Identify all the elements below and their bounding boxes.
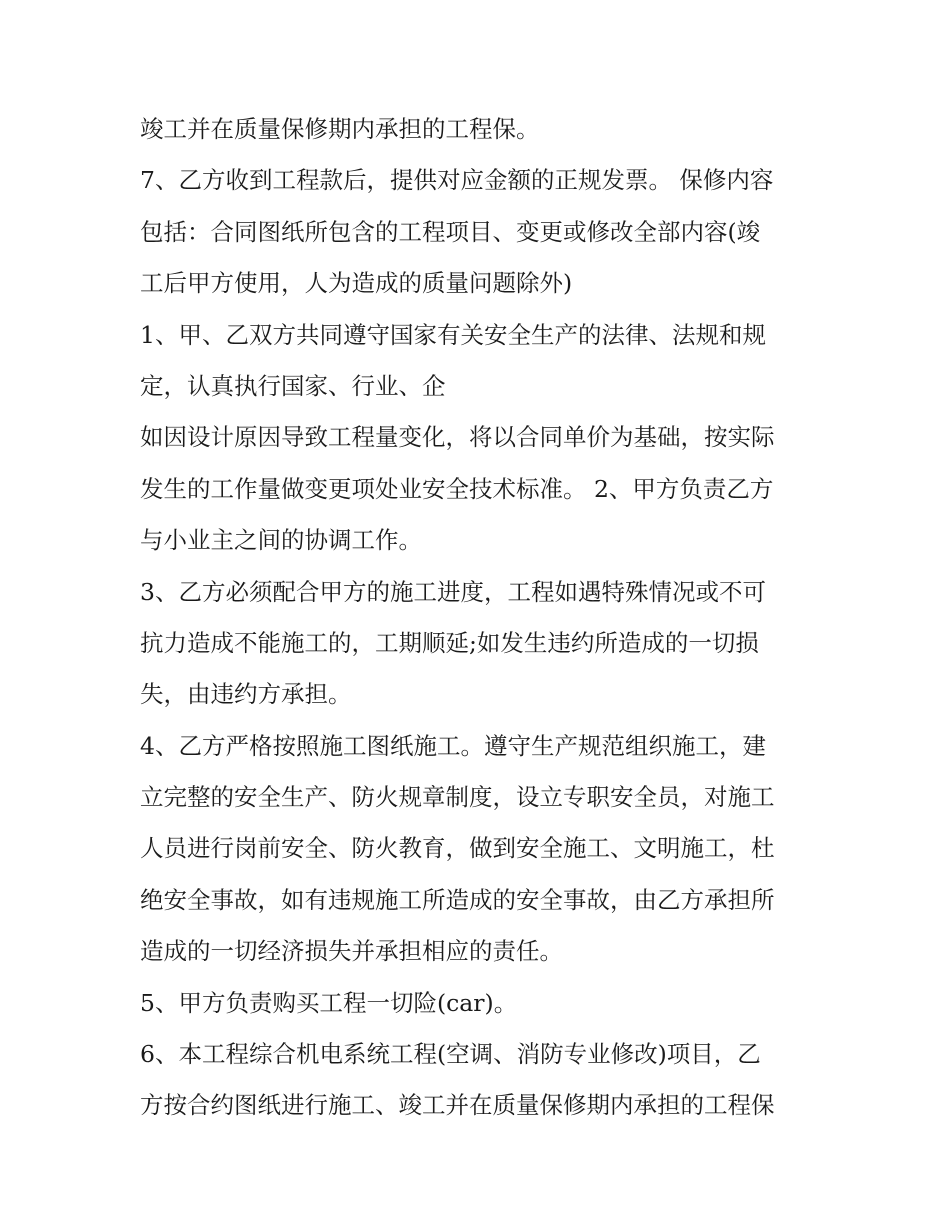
text-line: 6、本工程综合机电系统工程(空调、消防专业修改)项目，乙 <box>140 1040 761 1069</box>
text-line: 与小业主之间的协调工作。 <box>140 526 422 555</box>
text-line: 抗力造成不能施工的，工期顺延;如发生违约所造成的一切损 <box>140 628 759 657</box>
text-line: 立完整的安全生产、防火规章制度，设立专职安全员，对施工 <box>140 783 775 812</box>
text-line: 人员进行岗前安全、防火教育，做到安全施工、文明施工，杜 <box>140 834 775 863</box>
text-line: 发生的工作量做变更项处业安全技术标准。 2、甲方负责乙方 <box>140 474 774 503</box>
text-line: 竣工并在质量保修期内承担的工程保。 <box>140 115 540 143</box>
text-line: 7、乙方收到工程款后，提供对应金额的正规发票。 保修内容 <box>140 166 774 195</box>
text-line: 4、乙方严格按照施工图纸施工。遵守生产规范组织施工，建 <box>140 731 766 760</box>
text-line: 1、甲、乙双方共同遵守国家有关安全生产的法律、法规和规 <box>140 320 766 349</box>
text-line: 如因设计原因导致工程量变化，将以合同单价为基础，按实际 <box>140 423 775 452</box>
text-line: 包括：合同图纸所包含的工程项目、变更或修改全部内容(竣 <box>140 217 761 246</box>
text-line: 定，认真执行国家、行业、企 <box>140 371 446 400</box>
text-line: 3、乙方必须配合甲方的施工进度，工程如遇特殊情况或不可 <box>140 577 766 606</box>
text-line: 造成的一切经济损失并承担相应的责任。 <box>140 937 563 966</box>
text-line: 失，由违约方承担。 <box>140 680 352 709</box>
document-body <box>140 104 830 1132</box>
text-line: 工后甲方使用，人为造成的质量问题除外) <box>140 269 573 298</box>
text-line: 方按合约图纸进行施工、竣工并在质量保修期内承担的工程保 <box>140 1091 775 1120</box>
text-line: 5、甲方负责购买工程一切险(car)。 <box>140 988 518 1017</box>
text-line: 绝安全事故，如有违规施工所造成的安全事故，由乙方承担所 <box>140 885 775 914</box>
